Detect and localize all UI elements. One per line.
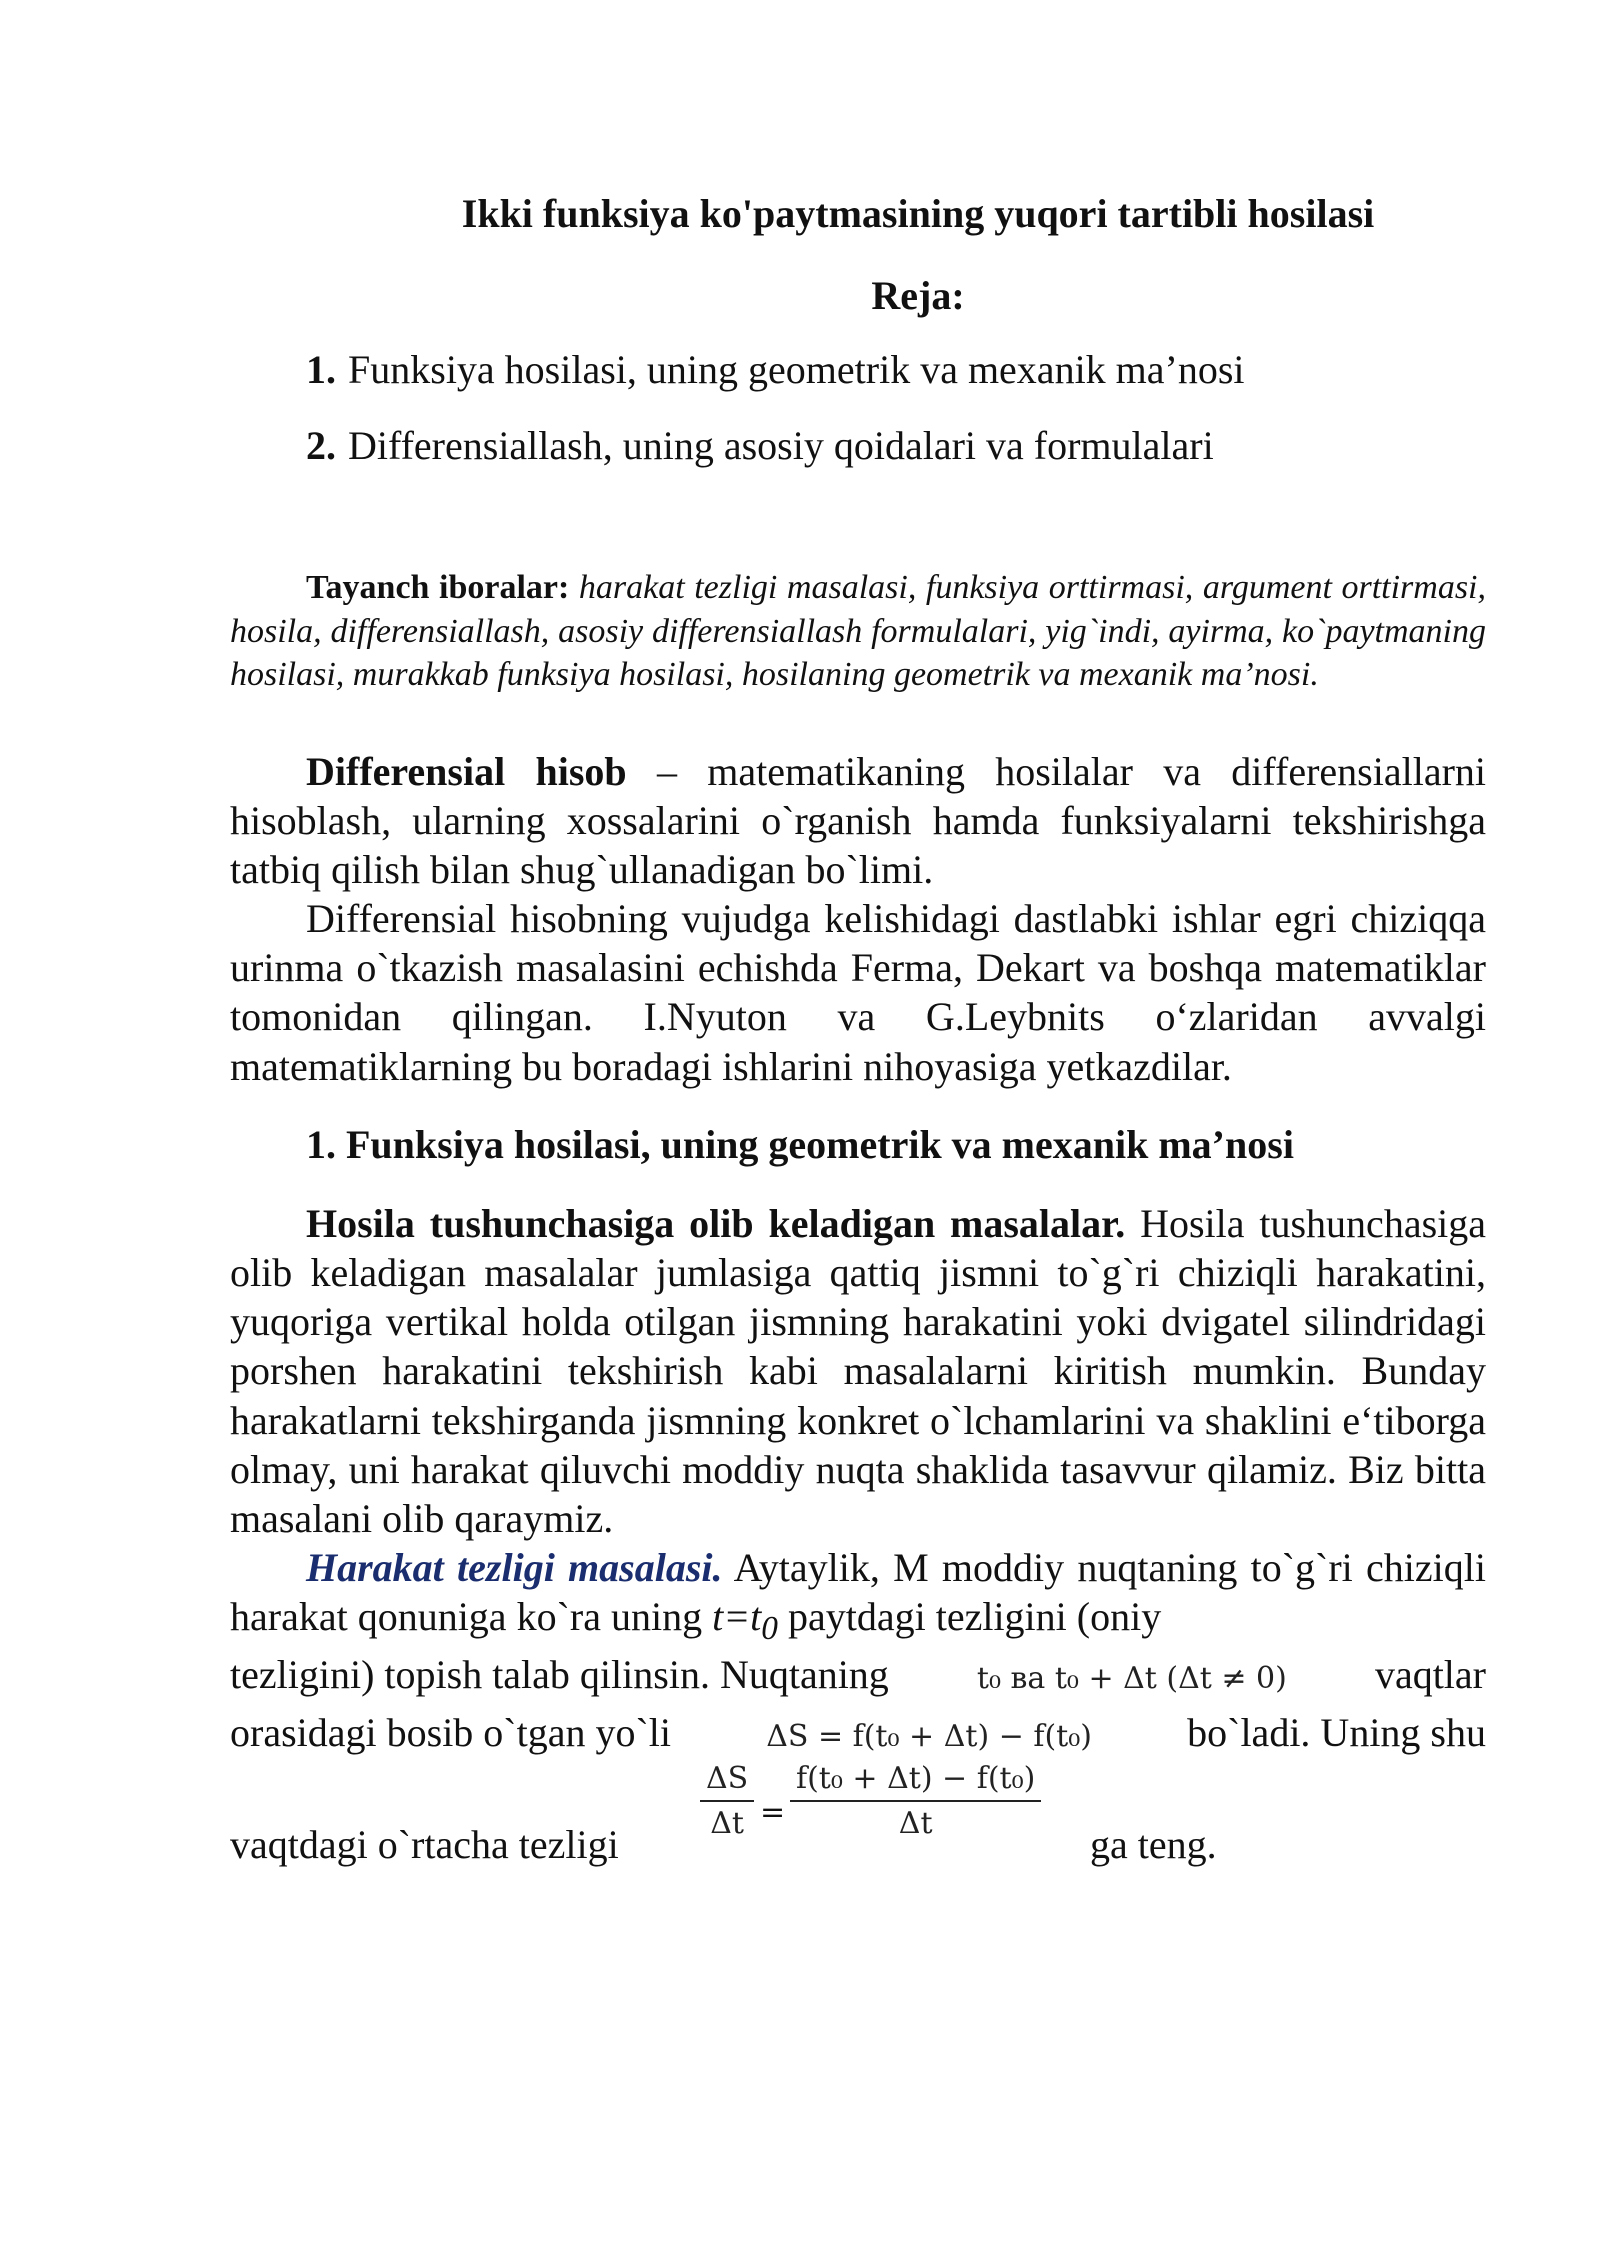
plan-item-2	[306, 422, 1486, 470]
paragraph-text: Aytaylik, M moddiy nuqtaning to`g`ri chiziqli harakat qonuniga ko`ra uning	[230, 1545, 1486, 1640]
velocity-line-2	[230, 1650, 1486, 1699]
paragraph-text: Hosila tushunchasiga olib keladigan masalalar jumlasiga qattiq jismni to`g`ri chiziqli harakatini, yuqoriga vertikal holda otilgan jismning harakatini yoki dvigatel silindridagi porshen harakatini tekshirish kabi masalalarni kiritish mumkin. Bunday harakatlarni tekshirganda jismning konkret o`lchamlarini va shaklini e‘tiborga olmay, uni harakat qiluvchi moddiy nuqta shaklida tasavvur qilamiz. Biz bitta masalani olib qaraymiz.	[230, 1200, 1487, 1541]
formula-equals: =	[760, 1794, 786, 1830]
line-text: bo`ladi. Uning shu	[1187, 1709, 1486, 1755]
plan-item-number: 1.	[306, 347, 336, 392]
plan-heading: Reja:	[871, 273, 965, 318]
velocity-line-3	[230, 1708, 1486, 1757]
paragraph-derivative-problems	[230, 1199, 1486, 1543]
keywords-paragraph	[230, 566, 1486, 697]
plan-item-number: 2.	[306, 423, 336, 468]
paragraph-differential-calculus	[230, 747, 1486, 895]
formula-path-increment: ΔS = f(t₀ + Δt) − f(t₀)	[766, 1718, 1092, 1754]
fraction-denominator: Δt	[898, 1805, 933, 1841]
line-text: ga teng.	[1090, 1821, 1217, 1867]
term-differential-calculus: Differensial hisob	[306, 748, 627, 794]
formula-fraction-right	[790, 1761, 1041, 1841]
paragraph-text: – matematikaning hosilalar va differensiallarni hisoblash, ularning xossalarini o`rganish hamda funksiyalarni tekshirishga tatbiq qilish bilan shug`ullanadigan bo`limi.	[230, 748, 1487, 892]
paragraph-history: Differensial hisobning vujudga kelishidagi dastlabki ishlar egri chiziqqa urinma o`tkazish masalasini echishda Ferma, Dekart va boshqa matematiklar tomonidan qilingan. I.Nyuton va G.Leybnits o‘zlaridan avvalgi matematiklarning bu boradagi ishlarini nihoyasiga yetkazdilar.	[230, 896, 1486, 1089]
formula-subscript: 0	[761, 1610, 778, 1648]
formula-t-equals: t=t	[712, 1594, 762, 1640]
plan-item-1	[306, 346, 1486, 394]
paragraph-velocity-problem	[230, 1543, 1486, 1650]
fraction-denominator: Δt	[710, 1805, 744, 1841]
keywords-label: Tayanch iboralar:	[306, 569, 570, 606]
line-text: orasidagi bosib o`tgan yo`li	[230, 1709, 672, 1755]
document-title: Ikki funksiya ko'paytmasining yuqori tartibli hosilasi	[461, 191, 1375, 236]
formula-fraction-left	[700, 1761, 754, 1841]
term-velocity-problem: Harakat tezligi masalasi.	[306, 1545, 723, 1591]
line-text: vaqtlar	[1374, 1652, 1486, 1698]
document-content	[230, 190, 1486, 1879]
plan-item-text: Funksiya hosilasi, uning geometrik va mexanik ma’nosi	[348, 347, 1245, 392]
section-heading-1: 1. Funksiya hosilasi, uning geometrik va mexanik ma’nosi	[306, 1121, 1294, 1167]
line-text: tezligini) topish talab qilinsin. Nuqtaning	[230, 1652, 889, 1698]
formula-time-interval: t₀ ва t₀ + Δt (Δt ≠ 0)	[976, 1661, 1287, 1697]
plan-item-text: Differensiallash, uning asosiy qoidalari va formulalari	[348, 423, 1214, 468]
average-velocity-line	[230, 1761, 1486, 1879]
term-derivative-problems: Hosila tushunchasiga olib keladigan masalalar.	[306, 1200, 1126, 1246]
paragraph-text: paytdagi tezligini (oniy	[777, 1594, 1162, 1640]
fraction-numerator: ΔS	[700, 1761, 754, 1802]
keywords-text: harakat tezligi masalasi, funksiya orttirmasi, argument orttirmasi, hosila, differensiallash, asosiy differensiallash formulalari, yig`indi, ayirma, ko`paytmaning hosilasi, murakkab funksiya hosilasi, hosilaning geometrik va mexanik ma’nosi.	[230, 569, 1486, 694]
fraction-numerator: f(t₀ + Δt) − f(t₀)	[790, 1761, 1041, 1802]
line-text: vaqtdagi o`rtacha tezligi	[230, 1821, 619, 1867]
